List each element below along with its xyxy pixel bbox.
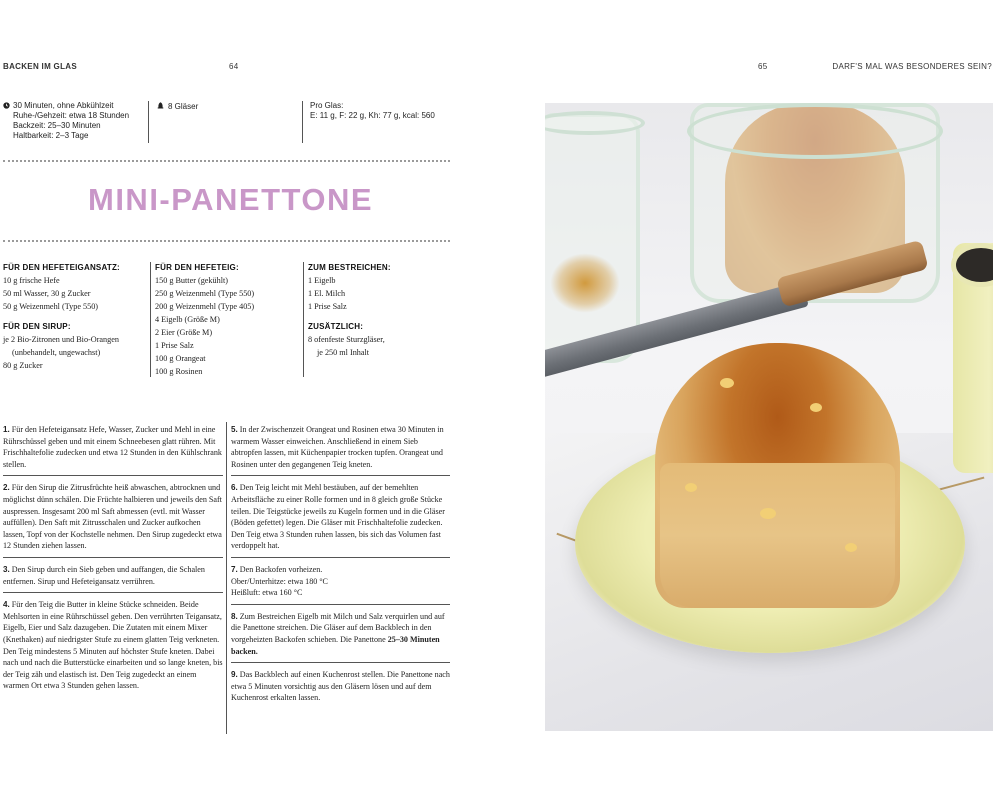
ingredient-item: je 2 Bio-Zitronen und Bio-Orangen — [3, 335, 119, 344]
recipe-step — [231, 482, 450, 558]
clock-icon — [3, 102, 10, 112]
ingredients-column-3 — [308, 262, 450, 359]
running-header-left: BACKEN IM GLAS — [3, 62, 77, 71]
ingredient-item: je 250 ml Inhalt — [317, 348, 370, 357]
ingredient-item: 8 ofenfeste Sturzgläser, — [308, 335, 385, 344]
ingredient-group-title: ZUM BESTREICHEN: — [308, 263, 391, 272]
step-text: Das Backblech auf einen Kuchenrost stellen. Die Panettone nach etwa 5 Minuten vorsichtig aus den Gläsern lösen und auf dem Kuchenrost erkalten lassen. — [231, 670, 450, 703]
recipe-step — [3, 482, 223, 558]
step-text: Den Backofen vorheizen. — [237, 564, 323, 574]
step-text: In der Zwischenzeit Orangeat und Rosinen etwa 30 Minuten in warmem Wasser einweichen. Anschließend in einem Sieb abtropfen lassen, mit Küchenpapier trocken tupfen. Orangeat und Rosinen unter den gegangenen Teig kneten. — [231, 425, 444, 469]
ingredient-item: 1 El. Milch — [308, 289, 346, 298]
step-number: 2. — [3, 483, 10, 493]
steps-column-left — [3, 424, 223, 703]
page-number-left: 64 — [229, 62, 239, 71]
candied-fruit — [720, 378, 734, 388]
time-line: Ruhe-/Gehzeit: etwa 18 Stunden — [13, 111, 130, 120]
candied-fruit — [685, 483, 697, 492]
step-number: 3. — [3, 564, 10, 574]
step-number: 4. — [3, 600, 10, 610]
bell-jar-icon — [157, 101, 164, 112]
steps-column-right — [231, 424, 450, 715]
recipe-step — [231, 669, 450, 709]
preparation-time — [3, 101, 149, 143]
ingredient-item: 2 Eier (Größe M) — [155, 328, 213, 337]
ingredients-column-2 — [155, 262, 301, 378]
candied-fruit — [845, 543, 857, 552]
ingredient-item: 150 g Butter (gekühlt) — [155, 276, 228, 285]
ingredient-item: 50 g Weizenmehl (Type 550) — [3, 302, 99, 311]
column-rule — [150, 262, 151, 377]
oven-temp-top-bottom: Ober/Unterhitze: etwa 180 °C — [231, 576, 328, 586]
ingredient-item: 250 g Weizenmehl (Type 550) — [155, 289, 255, 298]
step-number: 9. — [231, 670, 238, 680]
ingredient-group-title: FÜR DEN HEFETEIGANSATZ: — [3, 263, 120, 272]
panettone-photo — [545, 103, 993, 731]
recipe-step — [3, 564, 223, 593]
ingredients-column-1 — [3, 262, 148, 372]
time-line: Backzeit: 25–30 Minuten — [13, 121, 101, 130]
step-text: Für den Teig die Butter in kleine Stücke schneiden. Beide Mehlsorten in eine Rührschüssel geben. Den verrührten Teigansatz, Eigelb, Eier und Salz dazugeben. Die Zutaten mit einem Mixer (Knethaken) auf niedrigster Stufe zu einem glatten Teig verkneten. Den Teig mindestens 5 Minuten auf höchster Stufe kneten. Dabei nach und nach die Butterstücke einarbeiten und so lange kneten, bis der Teig zäh und elastisch ist. Den Teig zugedeckt an einem warmen Ort etwa 3 Stunden gehen lassen. — [3, 600, 223, 691]
time-line: 30 Minuten, ohne Abkühlzeit — [13, 101, 114, 110]
ingredient-item: 100 g Rosinen — [155, 367, 203, 376]
candied-fruit — [810, 403, 822, 412]
ingredient-item: 1 Eigelb — [308, 276, 336, 285]
nutrition-label: Pro Glas: — [310, 101, 344, 110]
dotted-divider — [3, 160, 450, 162]
ingredient-item: 4 Eigelb (Größe M) — [155, 315, 220, 324]
glass-rim — [687, 103, 943, 159]
step-text: Den Sirup durch ein Sieb geben und auffangen, die Schalen entfernen. Sirup und Hefeteigansatz verrühren. — [3, 564, 205, 586]
recipe-step — [231, 611, 450, 663]
step-number: 8. — [231, 611, 238, 621]
recipe-step — [231, 564, 450, 605]
ingredient-item: 50 ml Wasser, 30 g Zucker — [3, 289, 91, 298]
candied-fruit — [760, 508, 776, 519]
step-number: 7. — [231, 564, 238, 574]
empty-glass — [545, 113, 640, 363]
oven-temp-convection: Heißluft: etwa 160 °C — [231, 588, 303, 598]
nutrition-info — [310, 101, 450, 121]
step-text: Den Teig leicht mit Mehl bestäuben, auf der bemehlten Arbeitsfläche zu einer Rolle formen und in 8 gleich große Stücke teilen. Die Teigstücke jeweils zu Kugeln formen und in die Gläser (Böden gefettet) legen. Die Gläser mit Frischhaltefolie zudecken. Den Teig etwa 3 Stunden ruhen lassen, bis sich das Volumen fast verdoppelt hat. — [231, 483, 445, 551]
recipe-title: MINI-PANETTONE — [88, 182, 374, 217]
ingredient-item: 80 g Zucker — [3, 361, 43, 370]
ingredient-group-title: FÜR DEN HEFETEIG: — [155, 263, 239, 272]
step-text: Zum Bestreichen Eigelb mit Milch und Salz verquirlen und auf die Panettone streichen. Die Gläser auf dem Backblech in den vorgeheizten Backofen schieben. Die Panettone — [231, 611, 445, 644]
ingredient-item: 1 Prise Salz — [155, 341, 194, 350]
recipe-step — [3, 424, 223, 476]
step-text: Für den Hefeteigansatz Hefe, Wasser, Zucker und Mehl in eine Rührschüssel geben und mit einem Schneebesen glatt rühren. Mit Frischhaltefolie zudecken und etwa 12 Stunden in den Kühlschrank stellen. — [3, 425, 222, 469]
nutrition-values: E: 11 g, F: 22 g, Kh: 77 g, kcal: 560 — [310, 111, 435, 120]
ingredient-item: 200 g Weizenmehl (Type 405) — [155, 302, 255, 311]
step-text-bold: 25–30 Minuten backen. — [231, 634, 440, 656]
ingredient-item: 10 g frische Hefe — [3, 276, 60, 285]
glaze-smear — [550, 253, 620, 313]
ingredient-group-title: ZUSÄTZLICH: — [308, 322, 364, 331]
servings — [157, 101, 303, 143]
servings-text: 8 Gläser — [168, 102, 199, 111]
step-number: 6. — [231, 483, 238, 493]
ingredient-item: 100 g Orangeat — [155, 354, 206, 363]
ingredient-item: (unbehandelt, ungewachst) — [12, 348, 101, 357]
ingredient-item: 1 Prise Salz — [308, 302, 347, 311]
ingredient-group-title: FÜR DEN SIRUP: — [3, 322, 71, 331]
dotted-divider — [3, 240, 450, 242]
column-rule — [303, 262, 304, 377]
column-rule — [226, 422, 227, 734]
recipe-step — [3, 599, 223, 697]
running-header-right: DARF'S MAL WAS BESONDERES SEIN? — [832, 62, 992, 71]
time-line: Haltbarkeit: 2–3 Tage — [13, 131, 89, 140]
page-number-right: 65 — [758, 62, 768, 71]
step-number: 5. — [231, 425, 238, 434]
step-number: 1. — [3, 425, 10, 434]
recipe-step — [231, 424, 450, 476]
step-text: Für den Sirup die Zitrusfrüchte heiß abwaschen, abtrocknen und möglichst dünn schälen. Die Früchte halbieren und jeweils den Saft auspressen. Insgesamt 200 ml Saft abmessen (evtl. mit Wasser auffüllen). Den Saft mit Zitrusschalen und Zucker aufkochen lassen, Topf von der Kochstelle nehmen. Den Sirup zugedeckt etwa 12 Stunden ziehen lassen. — [3, 483, 222, 551]
